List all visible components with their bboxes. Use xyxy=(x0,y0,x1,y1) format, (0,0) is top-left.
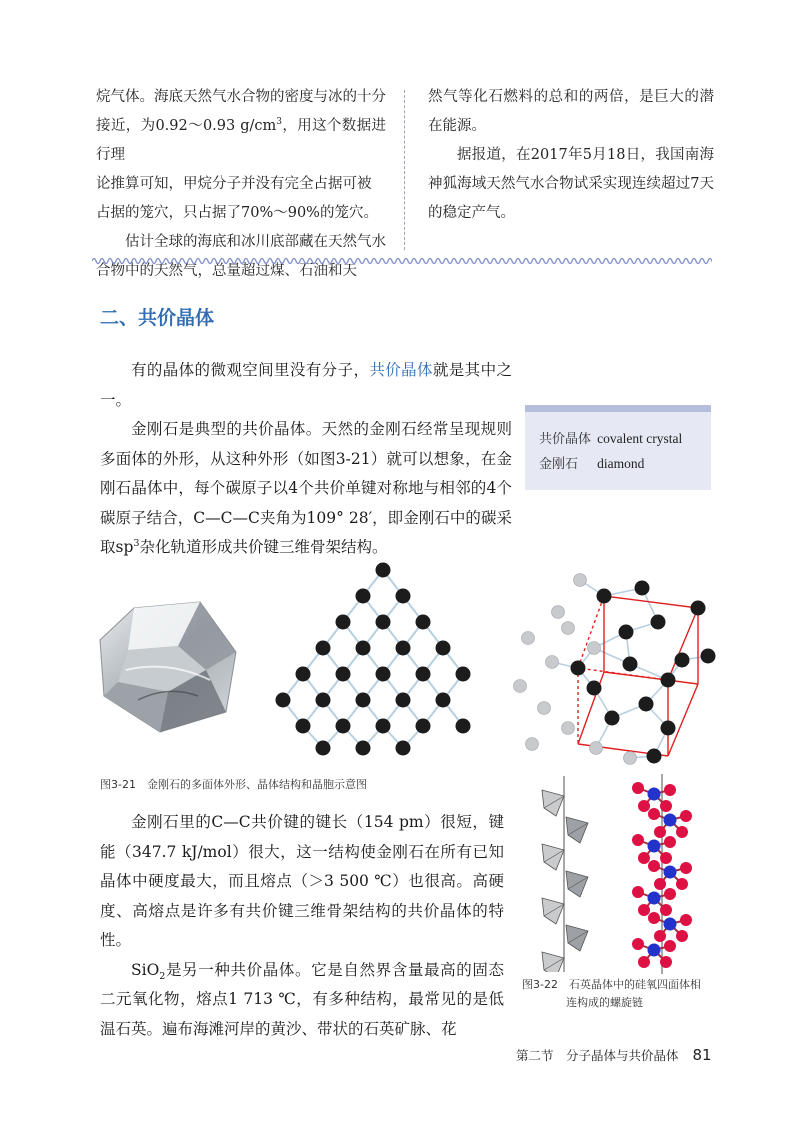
oxygen-atom xyxy=(680,862,692,874)
paragraph: 估计全球的海底和冰川底部藏在天然气水合物中的天然气，总量超过煤、石油和天 xyxy=(96,234,386,279)
atom-light xyxy=(526,738,539,751)
silicon-atom xyxy=(648,840,661,853)
oxygen-atom xyxy=(648,860,660,872)
atom-light xyxy=(588,642,601,655)
atom-light xyxy=(624,752,637,765)
tetrahedron xyxy=(542,844,564,870)
oxygen-atom xyxy=(676,930,688,942)
silicon-oxygen-tetrahedra-chain xyxy=(536,776,596,972)
carbon-atom xyxy=(376,719,391,734)
oxygen-atom xyxy=(664,940,676,952)
top-right-column xyxy=(428,83,714,228)
page-footer xyxy=(516,1046,712,1064)
page-number: 81 xyxy=(692,1046,712,1064)
paragraph: 然气等化石燃料的总和的两倍，是巨大的潜在能源。 xyxy=(428,89,714,134)
section-title: 二、共价晶体 xyxy=(100,307,215,329)
atom-light xyxy=(538,702,551,715)
diamond-unit-cell-model xyxy=(508,568,723,768)
atom-dark xyxy=(623,657,638,672)
atom-dark xyxy=(701,649,716,664)
oxygen-atom xyxy=(648,912,660,924)
oxygen-atom xyxy=(660,852,672,864)
carbon-atom xyxy=(376,563,391,578)
carbon-atom xyxy=(316,693,331,708)
cell-edge xyxy=(668,684,698,756)
glossary-box xyxy=(525,405,711,490)
footer-section: 第二节 分子晶体与共价晶体 xyxy=(516,1048,679,1063)
tetrahedron xyxy=(566,871,588,897)
atom-light xyxy=(574,574,587,587)
paragraph xyxy=(100,956,504,1045)
carbon-atom xyxy=(436,693,451,708)
atom-dark xyxy=(635,581,650,596)
atom-dark xyxy=(661,673,676,688)
figure-caption xyxy=(522,976,722,1012)
carbon-atom xyxy=(416,615,431,630)
superscript: 3 xyxy=(276,117,282,128)
silicon-atom xyxy=(664,866,677,879)
carbon-atom xyxy=(316,741,331,756)
caption-line: 连构成的螺旋链 xyxy=(566,996,643,1009)
carbon-atom xyxy=(276,693,291,708)
carbon-atom xyxy=(316,641,331,656)
oxygen-atom xyxy=(632,938,644,950)
tetrahedron xyxy=(566,817,588,843)
oxygen-atom xyxy=(638,904,650,916)
cell-edge xyxy=(668,608,698,680)
tetrahedron xyxy=(566,925,588,951)
oxygen-atom xyxy=(676,878,688,890)
main-text xyxy=(100,356,512,563)
text-line: 占据的笼穴，只占据了70%～90%的笼穴。 xyxy=(96,205,378,221)
text: 有的晶体的微观空间里没有分子， xyxy=(131,361,370,379)
oxygen-atom xyxy=(654,878,666,890)
oxygen-atom xyxy=(638,852,650,864)
oxygen-atom xyxy=(632,782,644,794)
wavy-separator xyxy=(92,255,712,267)
caption-line: 图3-22 石英晶体中的硅氧四面体相 xyxy=(522,978,701,991)
silicon-atom xyxy=(648,892,661,905)
atom-dark xyxy=(647,749,662,764)
carbon-atom xyxy=(296,719,311,734)
subscript: 2 xyxy=(159,970,166,982)
silicon-atom xyxy=(648,788,661,801)
oxygen-atom xyxy=(654,930,666,942)
paragraph xyxy=(100,415,512,563)
glossary-entry xyxy=(539,453,644,472)
atom-light xyxy=(552,606,565,619)
lower-text xyxy=(100,808,504,1044)
carbon-atom xyxy=(376,667,391,682)
glossary-cn: 金刚石 xyxy=(539,457,579,472)
oxygen-atom xyxy=(680,810,692,822)
oxygen-atom xyxy=(660,800,672,812)
carbon-atom xyxy=(296,667,311,682)
carbon-atom xyxy=(456,719,471,734)
oxygen-atom xyxy=(660,904,672,916)
atom-dark xyxy=(691,601,706,616)
atom-light xyxy=(562,622,575,635)
atom-dark xyxy=(587,681,602,696)
text: 是另一种共价晶体。它是自然界含量最高的固态二元氧化物，熔点1 713 ℃，有多种结构，最常见的是低温石英。遍布海滩河岸的黄沙、带状的石英矿脉、花 xyxy=(100,960,504,1038)
oxygen-atom xyxy=(632,886,644,898)
paragraph: 金刚石里的C—C共价键的键长（154 pm）很短，键能（347.7 kJ/mol）很大，这一结构使金刚石在所有已知晶体中硬度最大，而且熔点（＞3 500 ℃）也很高。高硬度、高熔点是许多有共价键三维骨架结构的共价晶体的特性。 xyxy=(100,813,504,949)
keyword: 共价晶体 xyxy=(369,361,433,379)
paragraph: 据报道，在2017年5月18日，我国南海神狐海域天然气水合物试采实现连续超过7天的稳定产气。 xyxy=(428,147,714,221)
diamond-crystal-image xyxy=(98,600,240,735)
text-line: 接近，为0.92～0.93 g/cm xyxy=(96,118,277,134)
text-line: 用这个数据进行理 xyxy=(96,118,387,163)
figure-caption: 图3-21 金刚石的多面体外形、晶体结构和晶胞示意图 xyxy=(100,778,367,791)
atom-dark xyxy=(571,661,586,676)
atom-dark xyxy=(597,589,612,604)
oxygen-atom xyxy=(654,826,666,838)
text: SiO xyxy=(131,960,160,979)
atom-light xyxy=(546,656,559,669)
superscript: 3 xyxy=(133,537,140,549)
atom-light xyxy=(562,722,575,735)
oxygen-atom xyxy=(676,826,688,838)
carbon-atom xyxy=(396,741,411,756)
carbon-atom xyxy=(436,641,451,656)
carbon-atom xyxy=(376,615,391,630)
carbon-atom xyxy=(336,667,351,682)
carbon-atom xyxy=(456,667,471,682)
atom-dark xyxy=(639,697,654,712)
silicon-atom xyxy=(648,944,661,957)
tetrahedron xyxy=(542,898,564,924)
atom-dark xyxy=(619,625,634,640)
tetrahedron xyxy=(542,790,564,816)
atom-dark xyxy=(651,615,666,630)
text: 就是其中之一。 xyxy=(100,361,512,409)
text: 金刚石是典型的共价晶体。天然的金刚石经常呈现规则多面体的外形，从这种外形（如图3-21）就可以想象，在金刚石晶体中，每个碳原子以4个共价单键对称地与相邻的4个碳原子结合，C—C—C夹角为109° 28′，即金刚石中的碳采取sp xyxy=(100,420,512,556)
silicon-oxygen-ball-model xyxy=(622,774,706,974)
atom-light xyxy=(522,632,535,645)
carbon-atom xyxy=(396,693,411,708)
carbon-atom xyxy=(336,719,351,734)
glossary-cn: 共价晶体 xyxy=(539,432,592,447)
oxygen-atom xyxy=(632,834,644,846)
carbon-atom xyxy=(356,589,371,604)
carbon-atom xyxy=(356,641,371,656)
atom-dark xyxy=(675,653,690,668)
silicon-atom xyxy=(664,918,677,931)
glossary-en: covalent crystal xyxy=(597,431,683,446)
text-line: 论推算可知，甲烷分子并没有完全占据可被 xyxy=(96,176,372,192)
atom-light xyxy=(590,742,603,755)
cell-edge xyxy=(604,672,698,684)
oxygen-atom xyxy=(660,956,672,968)
oxygen-atom xyxy=(664,784,676,796)
column-divider xyxy=(404,90,405,250)
oxygen-atom xyxy=(680,914,692,926)
silicon-atom xyxy=(664,814,677,827)
glossary-en: diamond xyxy=(597,456,645,471)
diamond-structure-model xyxy=(265,556,495,761)
text-comma: ， xyxy=(281,118,298,134)
oxygen-atom xyxy=(664,836,676,848)
oxygen-atom xyxy=(664,888,676,900)
oxygen-atom xyxy=(638,800,650,812)
glossary-entry xyxy=(539,428,682,447)
carbon-atom xyxy=(396,589,411,604)
atom-dark xyxy=(605,711,620,726)
carbon-atom xyxy=(396,641,411,656)
oxygen-atom xyxy=(638,956,650,968)
carbon-atom xyxy=(416,667,431,682)
carbon-atom xyxy=(356,693,371,708)
text: 杂化轨道形成共价键三维骨架结构。 xyxy=(139,538,388,556)
paragraph xyxy=(100,356,512,415)
carbon-atom xyxy=(356,741,371,756)
atom-dark xyxy=(661,721,676,736)
cell-edge xyxy=(578,596,604,668)
atom-light xyxy=(514,680,527,693)
text-line: 烷气体。海底天然气水合物的密度与冰的十分 xyxy=(96,89,386,105)
carbon-atom xyxy=(336,615,351,630)
carbon-atom xyxy=(416,719,431,734)
oxygen-atom xyxy=(648,808,660,820)
